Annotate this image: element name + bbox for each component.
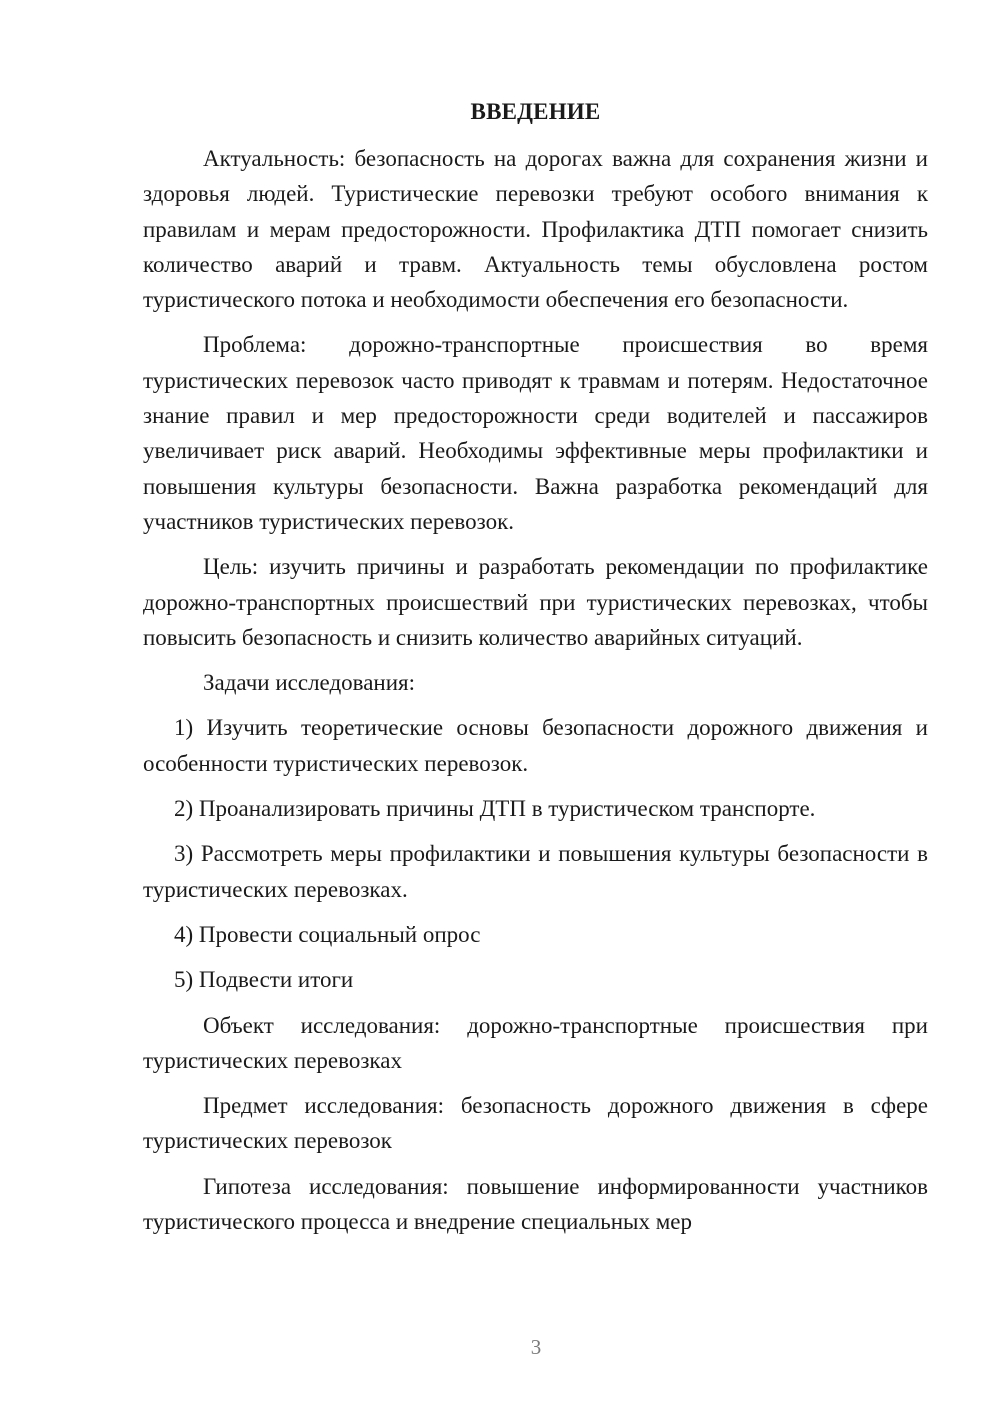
section-title: ВВЕДЕНИЕ [470,99,601,124]
paragraph-problem: Проблема: дорожно-транспортные происшествия во время туристических перевозок часто приводят к травмам и потерям. Недостаточное знание правил и мер предосторожности среди водителей и пассажиров увеличивает риск аварий. Необходимы эффективные меры профилактики и повышения культуры безопасности. Важна разработка рекомендаций для участников туристических перевозок. [143,332,928,534]
task-item-2: 2) Проанализировать причины ДТП в туристическом транспорте. [174,796,816,822]
task-item-1: 1) Изучить теоретические основы безопасности дорожного движения и особенности туристических перевозок. [143,715,928,776]
paragraph-subject: Предмет исследования: безопасность дорожного движения в сфере туристических перевозок [143,1093,928,1154]
page-content [143,94,928,1249]
tasks-heading: Задачи исследования: [203,670,416,696]
page-number: 3 [530,1335,542,1359]
paragraph-goal: Цель: изучить причины и разработать рекомендации по профилактике дорожно-транспортных происшествий при туристических перевозках, чтобы повысить безопасность и снизить количество аварийных ситуаций. [143,554,928,650]
paragraph-object: Объект исследования: дорожно-транспортные происшествия при туристических перевозках [143,1012,928,1073]
task-item-5: 5) Подвести итоги [174,967,354,993]
paragraph-relevance: Актуальность: безопасность на дорогах важна для сохранения жизни и здоровья людей. Туристические перевозки требуют особого внимания к правилам и мерам предосторожности. Профилактика ДТП помогает снизить количество аварий и травм. Актуальность темы обусловлена ростом туристического потока и необходимости обеспечения его безопасности. [143,146,928,313]
task-item-4: 4) Провести социальный опрос [174,921,481,947]
task-item-3: 3) Рассмотреть меры профилактики и повышения культуры безопасности в туристических перевозках. [143,841,928,902]
paragraph-hypothesis: Гипотеза исследования: повышение информированности участников туристического процесса и внедрение специальных мер [143,1173,928,1235]
